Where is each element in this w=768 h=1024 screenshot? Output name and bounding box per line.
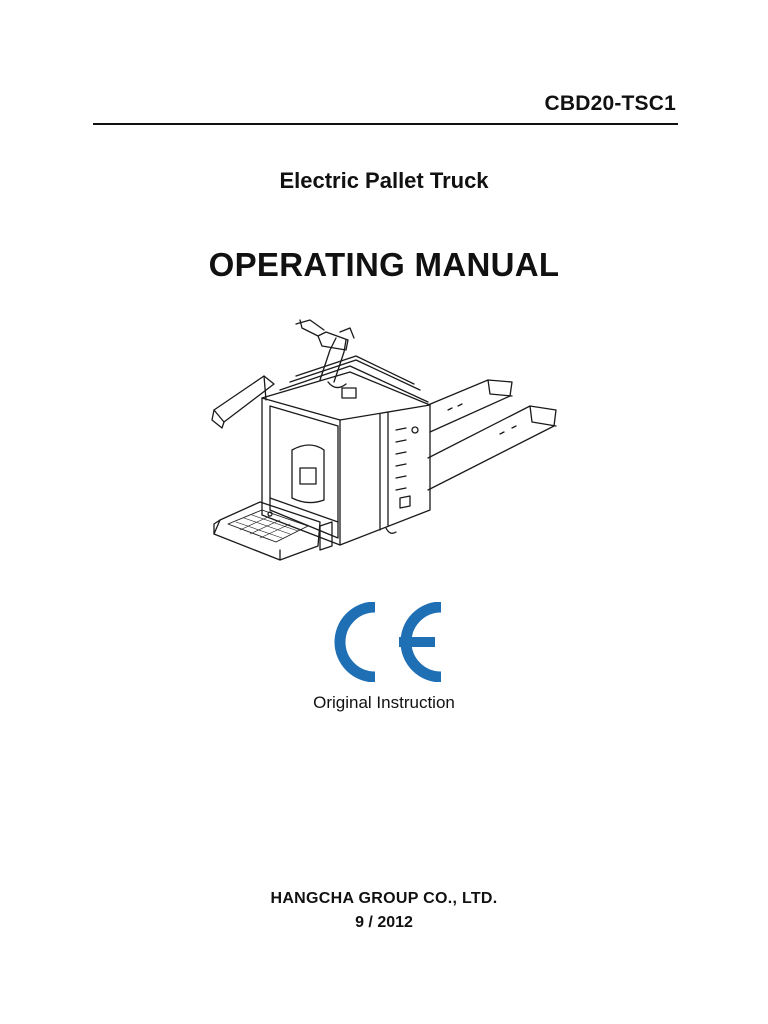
tiller-handle xyxy=(280,320,428,402)
certification-caption: Original Instruction xyxy=(313,693,455,712)
pallet-truck-illustration xyxy=(200,310,570,565)
header-rule xyxy=(93,123,678,125)
ce-c-letter xyxy=(340,607,375,677)
fork-left xyxy=(428,380,512,432)
fork-right xyxy=(428,406,556,490)
model-code: CBD20-TSC1 xyxy=(544,92,676,115)
product-name: Electric Pallet Truck xyxy=(279,168,489,193)
company-name: HANGCHA GROUP CO., LTD. xyxy=(270,890,498,907)
ce-mark-icon xyxy=(321,602,449,682)
side-guard xyxy=(212,376,274,428)
drive-wheels xyxy=(320,522,396,550)
manual-title: OPERATING MANUAL xyxy=(208,246,560,283)
issue-date: 9 / 2012 xyxy=(355,914,413,931)
